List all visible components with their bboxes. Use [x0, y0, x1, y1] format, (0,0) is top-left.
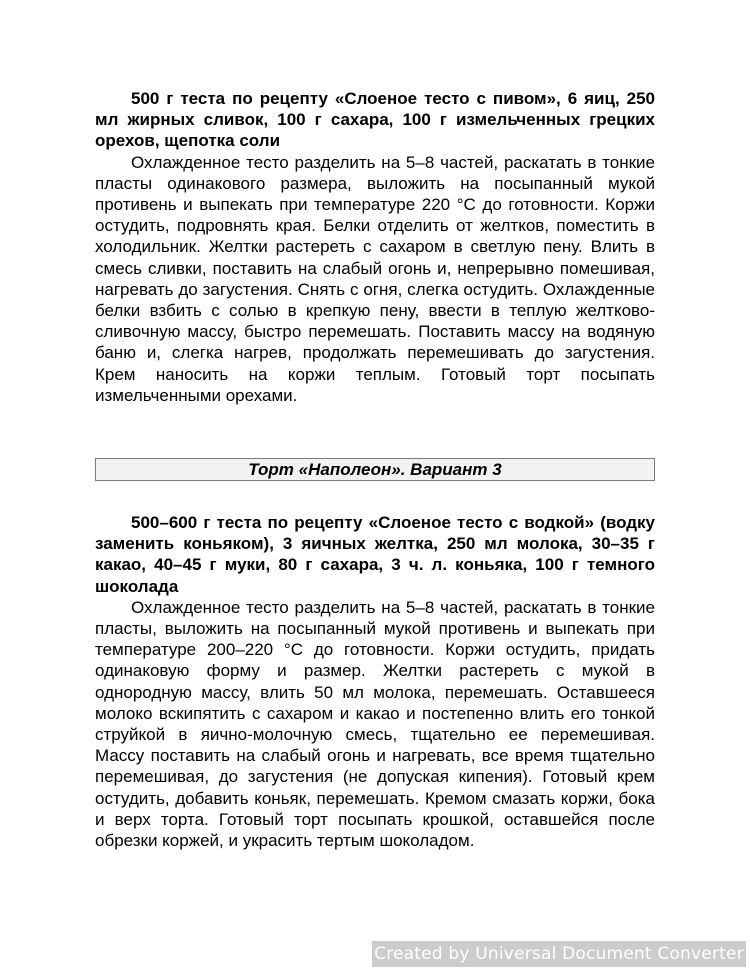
recipe-section-2: [95, 512, 655, 851]
recipe-section-1: [95, 88, 655, 406]
method-paragraph: Охлажденное тесто разделить на 5–8 частей, раскатать в тонкие пласты, выложить на посыпанный мукой противень и выпекать при температуре 200–220 °С до готовности. Коржи остудить, придать одинаковую форму и размер. Желтки растереть с мукой в однородную массу, влить 50 мл молока, перемешать. Оставшееся молоко вскипятить с сахаром и какао и постепенно влить его тонкой струйкой в яично-молочную смесь, тщательно ее перемешивая. Массу поставить на слабый огонь и нагревать, все время тщательно перемешивая, до загустения (не допуская кипения). Готовый крем остудить, добавить коньяк, перемешать. Кремом смазать коржи, бока и верх торта. Готовый торт посыпать крошкой, оставшейся после обрезки коржей, и украсить тертым шоколадом.: [95, 597, 655, 851]
recipe-title: Торт «Наполеон». Вариант 3: [95, 458, 655, 481]
ingredients-paragraph: 500 г теста по рецепту «Слоеное тесто с пивом», 6 яиц, 250 мл жирных сливок, 100 г сахара, 100 г измельченных грецких орехов, щепотка соли: [95, 89, 655, 151]
watermark-banner: Created by Universal Document Converter: [372, 941, 746, 967]
method-paragraph: Охлажденное тесто разделить на 5–8 частей, раскатать в тонкие пласты одинакового размера, выложить на посыпанный мукой противень и выпекать при температуре 220 °С до готовности. Коржи остудить, подровнять края. Белки отделить от желтков, поместить в холодильник. Желтки растереть с сахаром в светлую пену. Влить в смесь сливки, поставить на слабый огонь и, непрерывно помешивая, нагревать до загустения. Снять с огня, слегка остудить. Охлажденные белки взбить с солью в крепкую пену, ввести в теплую желтково-сливочную массу, быстро перемешать. Поставить массу на водяную баню и, слегка нагрев, продолжать перемешивать до загустения. Крем наносить на коржи теплым. Готовый торт посыпать измельченными орехами.: [95, 152, 655, 405]
ingredients-paragraph: 500–600 г теста по рецепту «Слоеное тесто с водкой» (водку заменить коньяком), 3 яичных желтка, 250 мл молока, 30–35 г какао, 40–45 г муки, 80 г сахара, 3 ч. л. коньяка, 100 г темного шоколада: [95, 513, 655, 596]
